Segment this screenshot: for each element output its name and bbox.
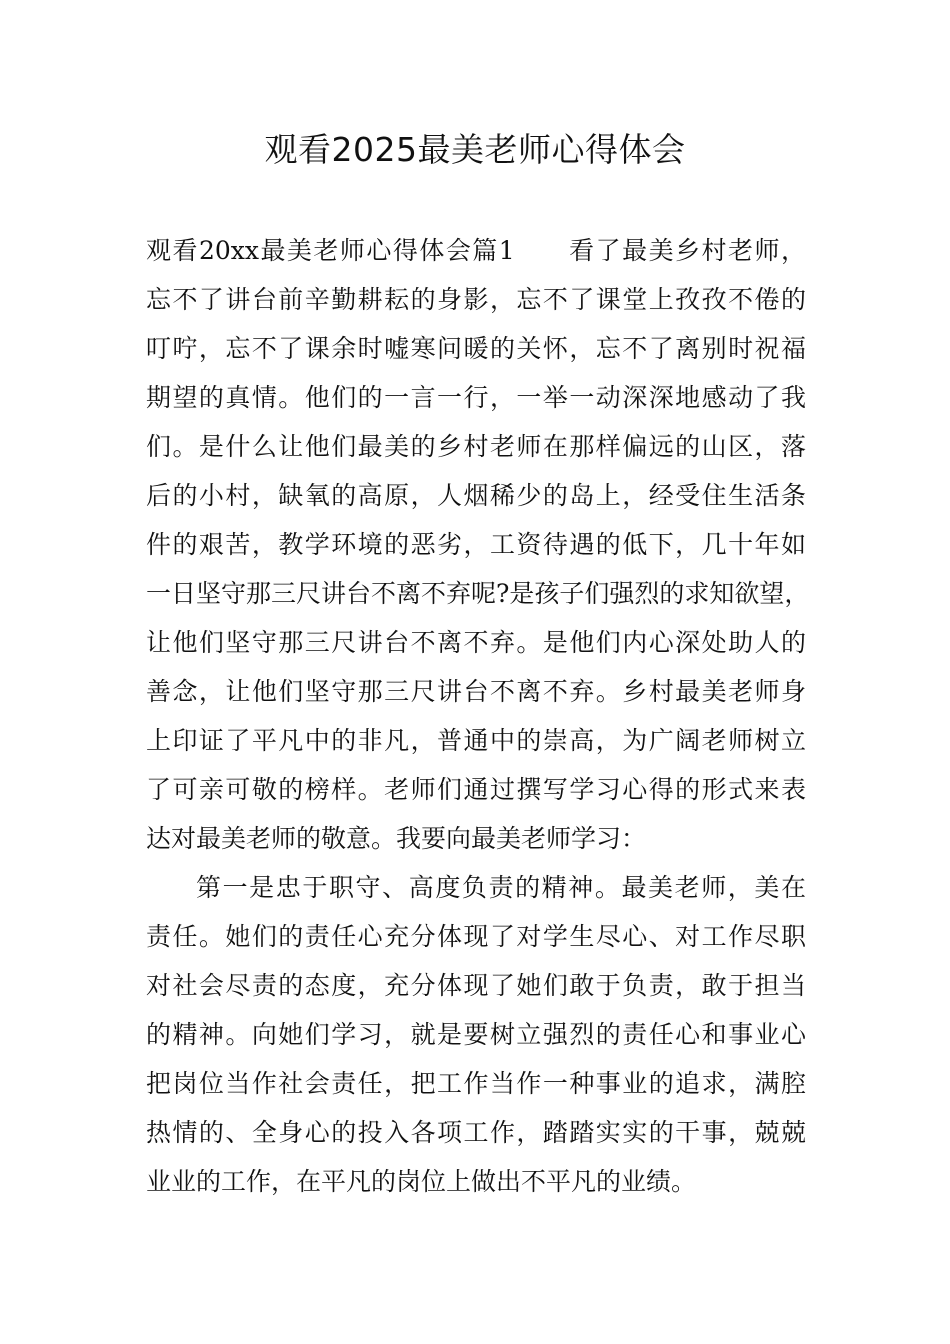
text-line: 的精神。向她们学习，就是要树立强烈的责任心和事业心 [146,1020,806,1049]
text-line: 们。是什么让他们最美的乡村老师在那样偏远的山区，落 [146,432,806,461]
text-line: 热情的、全身心的投入各项工作，踏踏实实的干事，兢兢 [146,1118,806,1147]
text-line: 把岗位当作社会责任，把工作当作一种事业的追求，满腔 [146,1069,806,1098]
text-line: 让他们坚守那三尺讲台不离不弃。是他们内心深处助人的 [146,628,806,657]
text-line: 责任。她们的责任心充分体现了对学生尽心、对工作尽职 [146,922,806,951]
text-line: 第一是忠于职守、高度负责的精神。最美老师，美在 [196,873,806,902]
text-line: 观看20xx最美老师心得体会篇1 看了最美乡村老师， [146,236,806,265]
text-line: 后的小村，缺氧的高原，人烟稀少的岛上，经受住生活条 [146,481,806,510]
text-line: 期望的真情。他们的一言一行，一举一动深深地感动了我 [146,383,806,412]
text-line: 业业的工作，在平凡的岗位上做出不平凡的业绩。 [146,1167,697,1196]
text-line: 一日坚守那三尺讲台不离不弃呢?是孩子们强烈的求知欲望， [146,579,810,608]
document-body [146,226,810,1206]
text-line: 上印证了平凡中的非凡，普通中的崇高，为广阔老师树立 [146,726,806,755]
text-line: 叮咛，忘不了课余时嘘寒问暖的关怀，忘不了离别时祝福 [146,334,806,363]
document-title: 观看2025最美老师心得体会 [264,130,686,169]
text-line: 了可亲可敬的榜样。老师们通过撰写学习心得的形式来表 [146,775,806,804]
text-line: 对社会尽责的态度，充分体现了她们敢于负责，敢于担当 [146,971,806,1000]
paragraph-1 [146,226,810,863]
paragraph-2 [146,863,806,1206]
text-line: 忘不了讲台前辛勤耕耘的身影，忘不了课堂上孜孜不倦的 [146,285,806,314]
text-line: 达对最美老师的敬意。我要向最美老师学习： [146,824,647,853]
text-line: 件的艰苦，教学环境的恶劣，工资待遇的低下，几十年如 [146,530,806,559]
text-line: 善念，让他们坚守那三尺讲台不离不弃。乡村最美老师身 [146,677,806,706]
